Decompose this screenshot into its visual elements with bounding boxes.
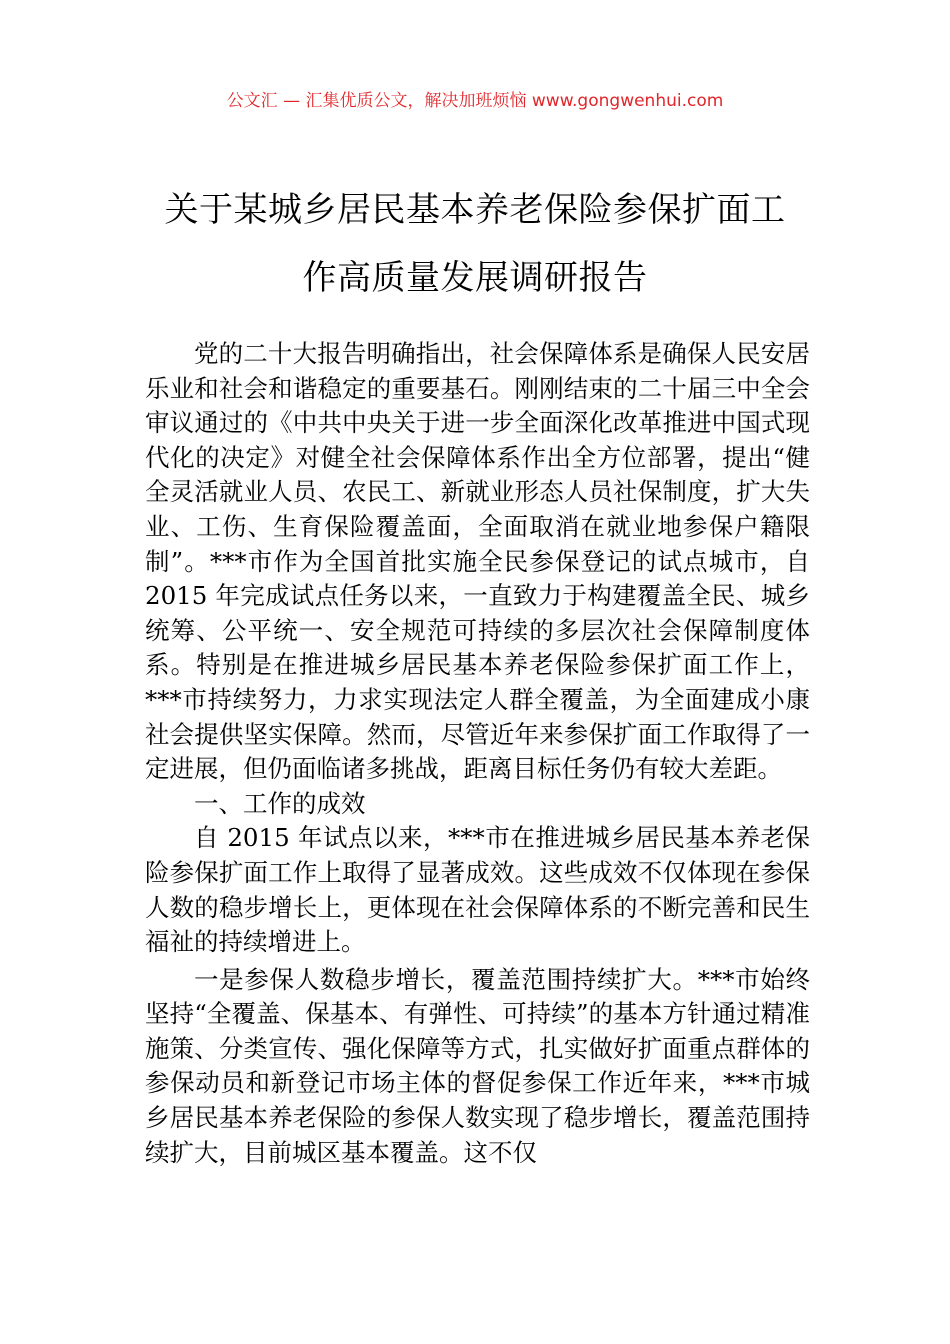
body-paragraph: 自 2015 年试点以来，***市在推进城乡居民基本养老保险参保扩面工作上取得了显著成效。这些成效不仅体现在参保人数的稳步增长上，更体现在社会保障体系的不断完善和民生福祉的持续增进上。 — [145, 823, 810, 957]
title-line-1: 关于某城乡居民基本养老保险参保扩面工 — [164, 190, 786, 230]
section-heading: 一、工作的成效 — [194, 788, 366, 818]
document-body — [145, 337, 810, 1170]
title-line-2: 作高质量发展调研报告 — [302, 258, 648, 298]
body-paragraph: 一是参保人数稳步增长，覆盖范围持续扩大。***市始终坚持“全覆盖、保基本、有弹性、可持续”的基本方针通过精准施策、分类宣传、强化保障等方式，扎实做好扩面重点群体的参保动员和新登记市场主体的督促参保工作近年来，***市城乡居民基本养老保险的参保人数实现了稳步增长，覆盖范围持续扩大，目前城区基本覆盖。这不仅 — [145, 964, 810, 1167]
intro-paragraph: 党的二十大报告明确指出，社会保障体系是确保人民安居乐业和社会和谐稳定的重要基石。刚刚结束的二十届三中全会审议通过的《中共中央关于进一步全面深化改革推进中国式现代化的决定》对健全社会保障体系作出全方位部署，提出“健全灵活就业人员、农民工、新就业形态人员社保制度，扩大失业、工伤、生育保险覆盖面，全面取消在就业地参保户籍限制”。***市作为全国首批实施全民参保登记的试点城市，自 2015 年完成试点任务以来，一直致力于构建覆盖全民、城乡统筹、公平统一、安全规范可持续的多层次社会保障制度体系。特别是在推进城乡居民基本养老保险参保扩面工作上，***市持续努力，力求实现法定人群全覆盖，为全面建成小康社会提供坚实保障。然而，尽管近年来参保扩面工作取得了一定进展，但仍面临诸多挑战，距离目标任务仍有较大差距。 — [145, 339, 810, 784]
document-title — [140, 176, 810, 312]
header-banner: 公文汇 — 汇集优质公文，解决加班烦恼 www.gongwenhui.com — [226, 91, 724, 111]
